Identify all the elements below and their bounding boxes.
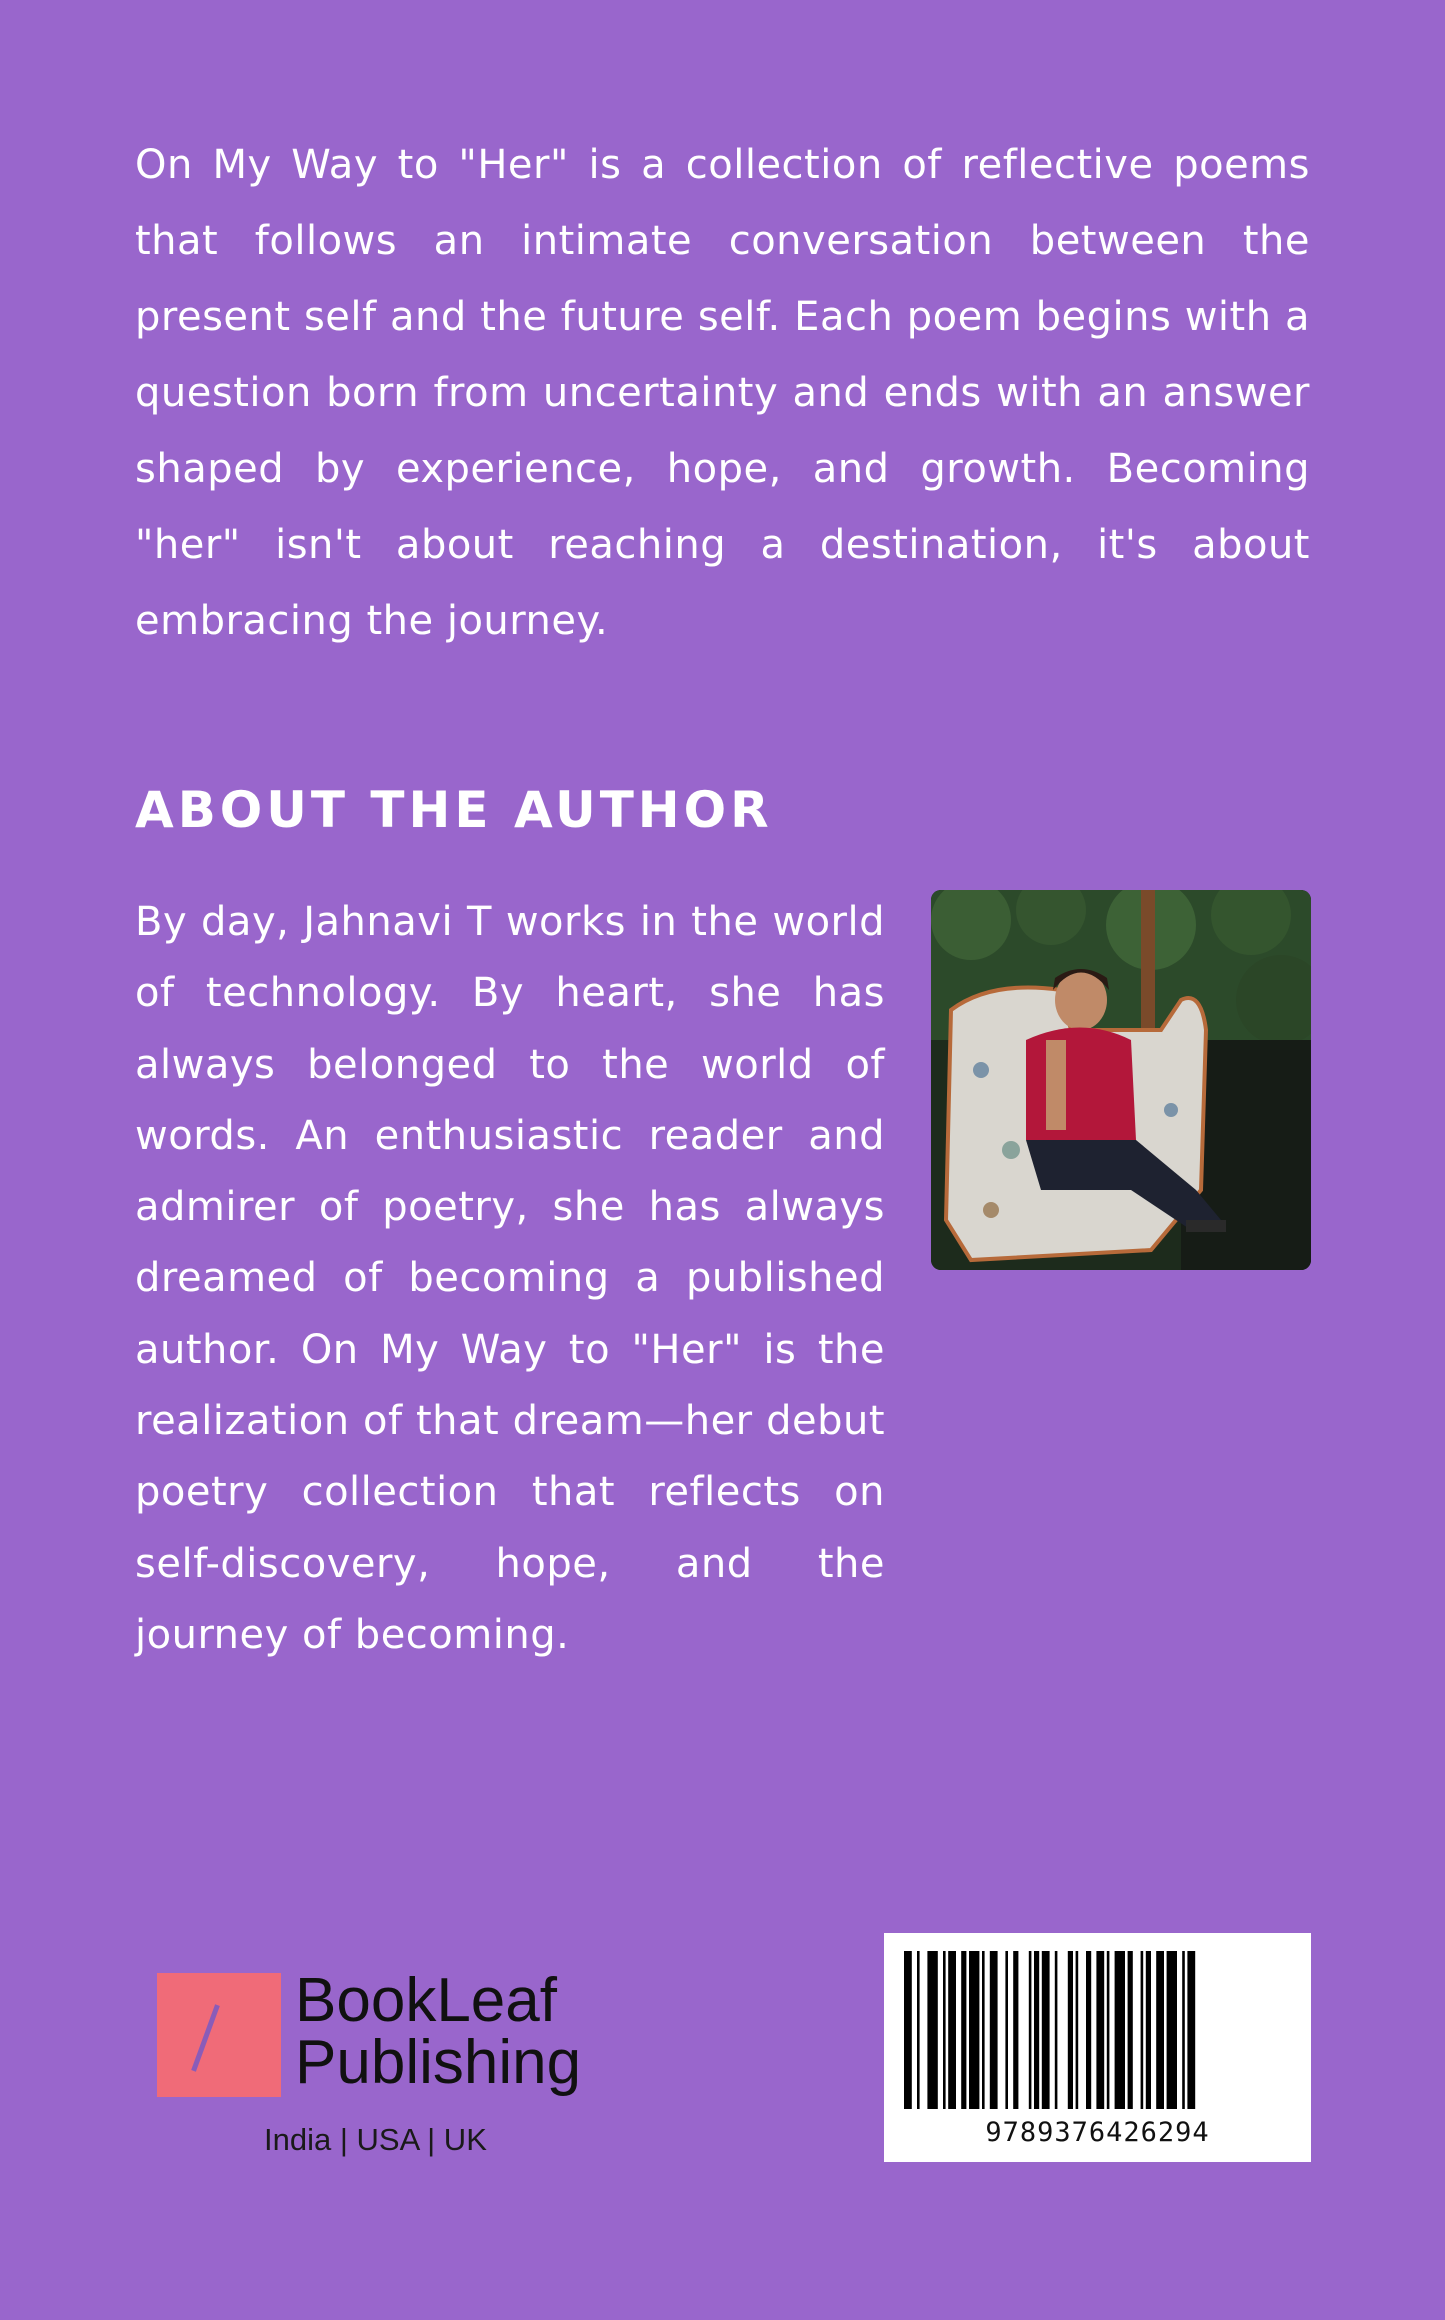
- barcode-bar: [1013, 1951, 1018, 2109]
- author-bio: By day, Jahnavi T works in the world of technology. By heart, she has always belonged to the world of words. An enthusiastic reader and admirer of poetry, she has always dreamed of becoming a published author. On My Way to "Her" is the realization of that dream—her debut poetry collection that reflects on self-discovery, hope, and the journey of becoming.: [135, 899, 885, 1658]
- publisher-regions: India | USA | UK: [264, 2122, 487, 2157]
- barcode-bar: [1034, 1951, 1039, 2109]
- barcode-bar: [1128, 1951, 1133, 2109]
- isbn-number: 9789376426294: [985, 2117, 1210, 2148]
- barcode-bar: [1042, 1951, 1050, 2109]
- logo-square: [157, 1973, 281, 2097]
- logo-name-line1: BookLeaf: [295, 1966, 557, 2035]
- barcode-bar: [1141, 1951, 1144, 2109]
- barcode-bar: [1055, 1951, 1058, 2109]
- publisher-logo: [157, 1966, 617, 2170]
- barcode-bar: [990, 1951, 998, 2109]
- back-cover-blurb: On My Way to "Her" is a collection of reflective poems that follows an intimate conversation between the present self and the future self. Each poem begins with a question born from uncertainty and ends with an answer shaped by experience, hope, and growth. Becoming "her" isn't about reaching a destination, it's about embracing the journey.: [135, 142, 1310, 644]
- barcode-bar: [1068, 1951, 1073, 2109]
- barcode-bars: [900, 1951, 1295, 2113]
- barcode-bar: [904, 1951, 912, 2109]
- barcode-bar: [982, 1951, 985, 2109]
- barcode-bar: [1086, 1951, 1091, 2109]
- barcode-bar: [1146, 1951, 1151, 2109]
- barcode-bar: [1115, 1951, 1125, 2109]
- barcode-bar: [943, 1951, 946, 2109]
- barcode-bar: [1182, 1951, 1185, 2109]
- barcode-bar: [1167, 1951, 1177, 2109]
- barcode-bar: [969, 1951, 979, 2109]
- barcode-bar: [927, 1951, 937, 2109]
- logo-slash-icon: [191, 2004, 220, 2071]
- barcode-bar: [1096, 1951, 1104, 2109]
- barcode-bar: [917, 1951, 920, 2109]
- author-photo: [931, 890, 1311, 1270]
- barcode-bar: [1187, 1951, 1195, 2109]
- barcode-bar: [948, 1951, 956, 2109]
- barcode-bar: [1076, 1951, 1079, 2109]
- logo-name-line2: Publishing: [295, 2028, 582, 2097]
- barcode-bar: [1005, 1951, 1008, 2109]
- barcode-bar: [1107, 1951, 1110, 2109]
- isbn-barcode: [884, 1933, 1311, 2162]
- barcode-bar: [961, 1951, 966, 2109]
- barcode-bar: [1029, 1951, 1032, 2109]
- about-author-heading: ABOUT THE AUTHOR: [135, 781, 773, 839]
- barcode-bar: [1156, 1951, 1164, 2109]
